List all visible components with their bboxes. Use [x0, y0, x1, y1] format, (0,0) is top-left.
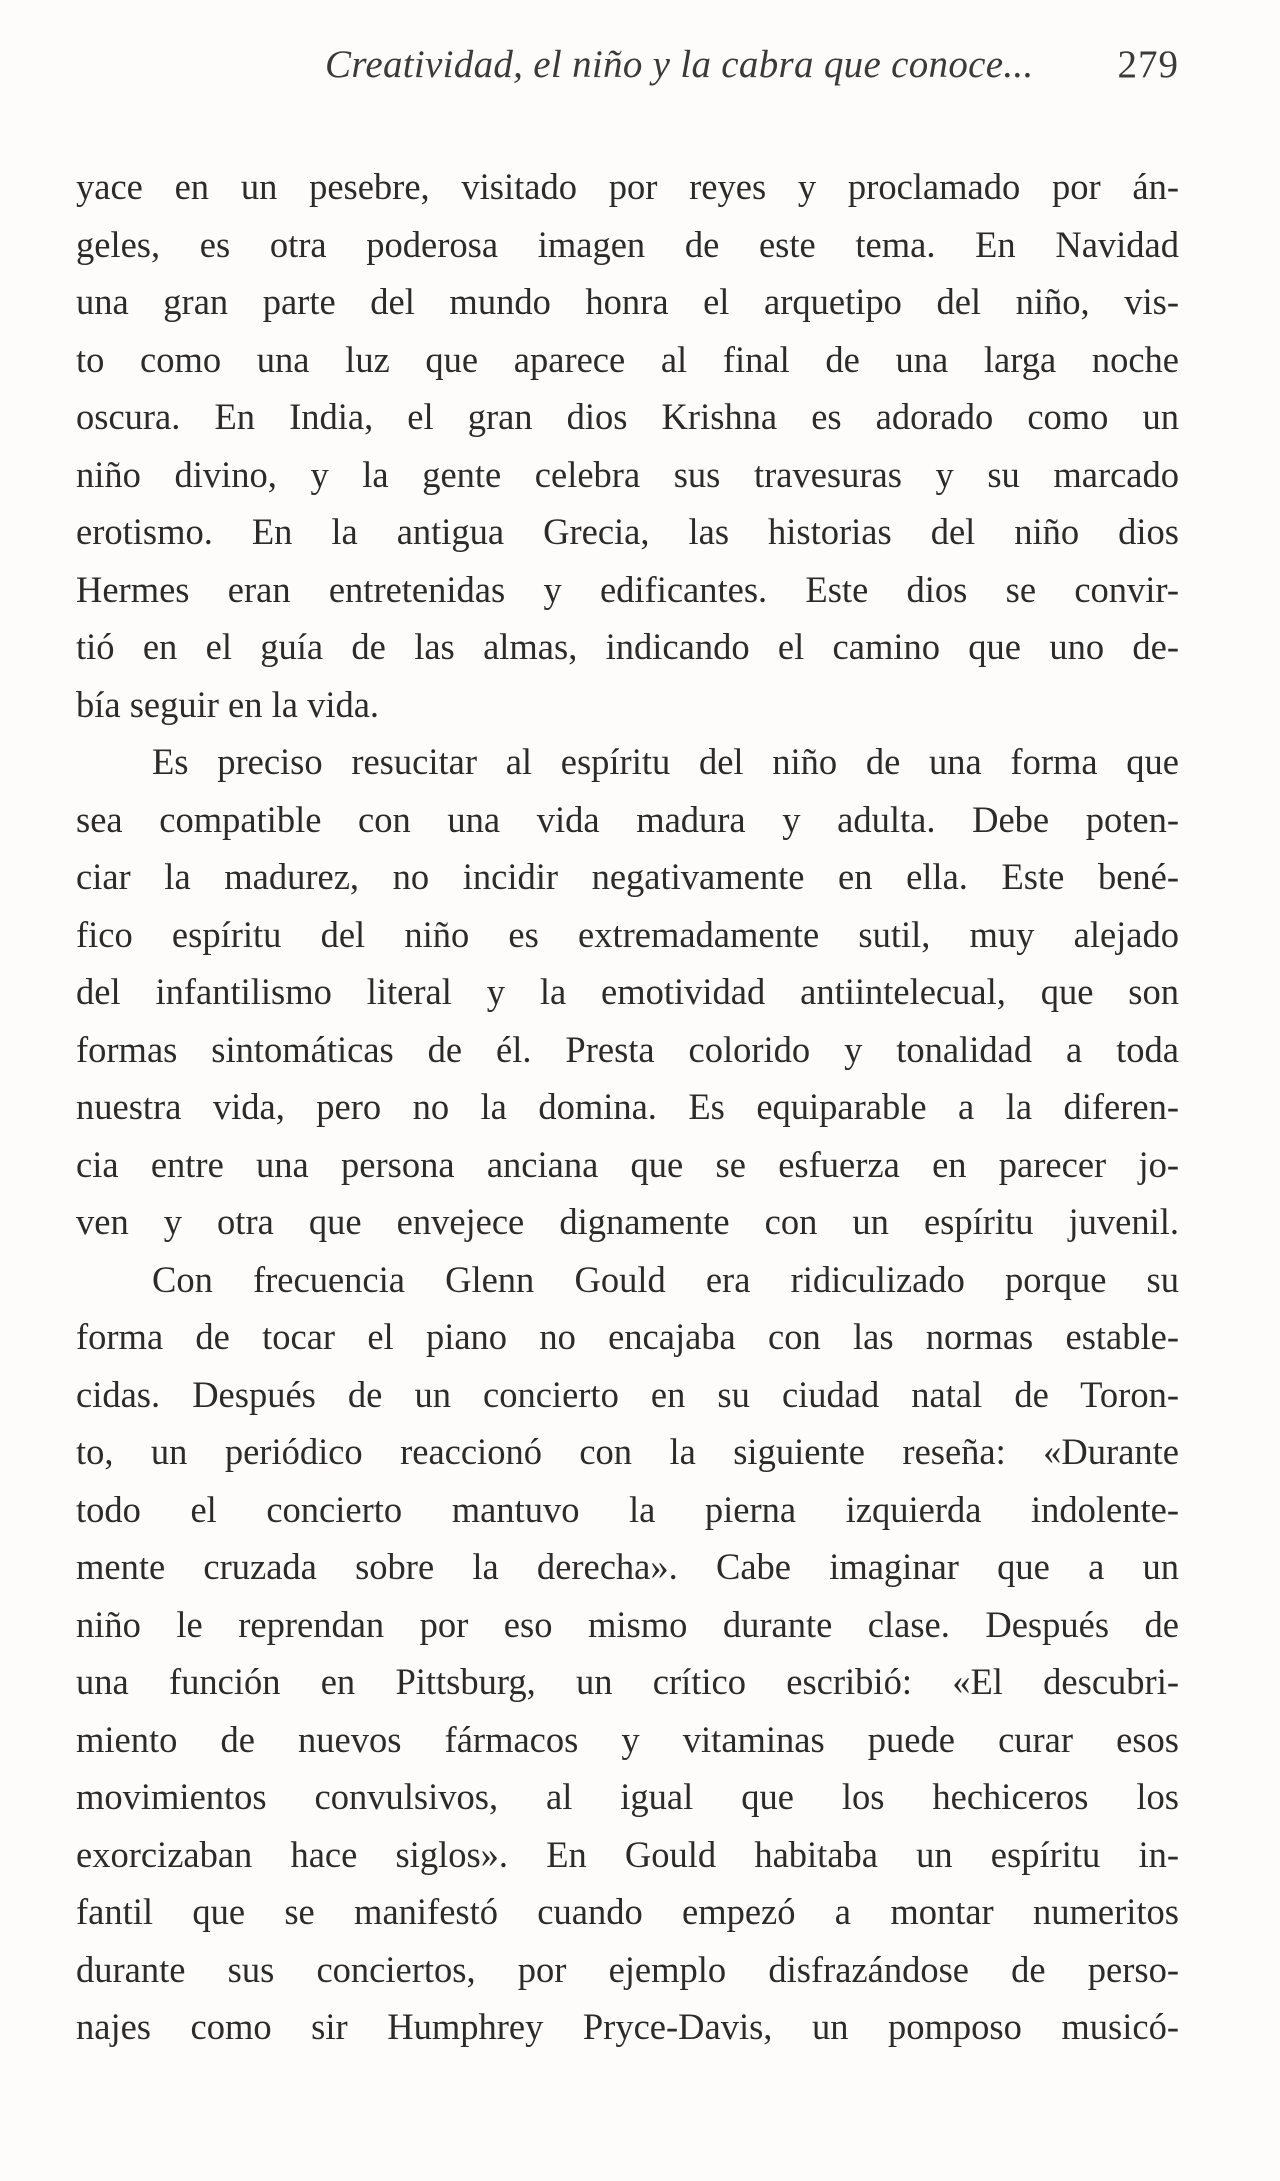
text-line: bía seguir en la vida.: [76, 683, 380, 725]
text-line: cidas. Después de un concierto en su ciudad natal de Toron-: [76, 1373, 1179, 1415]
text-line: del infantilismo literal y la emotividad antiintelecual, que son: [76, 971, 1179, 1012]
text-line: geles, es otra poderosa imagen de este tema. En Navidad: [76, 223, 1179, 265]
body-text: [76, 158, 1179, 2056]
text-line: ven y otra que envejece dignamente con un espíritu juvenil.: [76, 1201, 1179, 1242]
text-line: una función en Pittsburg, un crítico escribió: «El descubri-: [76, 1661, 1179, 1702]
text-line: najes como sir Humphrey Pryce-Davis, un pomposo musicó-: [76, 2006, 1179, 2047]
text-line: Es preciso resucitar al espíritu del niño de una forma que: [152, 741, 1179, 782]
text-line: durante sus conciertos, por ejemplo disfrazándose de perso-: [76, 1948, 1179, 1990]
text-line: fantil que se manifestó cuando empezó a montar numeritos: [76, 1891, 1179, 1932]
text-line: movimientos convulsivos, al igual que los hechiceros los: [76, 1776, 1179, 1817]
paragraph: [76, 158, 1179, 733]
text-line: tió en el guía de las almas, indicando el camino que uno de-: [76, 626, 1179, 667]
text-line: Con frecuencia Glenn Gould era ridiculizado porque su: [152, 1258, 1179, 1300]
text-line: todo el concierto mantuvo la pierna izquierda indolente-: [76, 1488, 1179, 1530]
running-head: [76, 42, 1179, 102]
text-line: Hermes eran entretenidas y edificantes. Este dios se convir-: [76, 568, 1179, 610]
text-line: miento de nuevos fármacos y vitaminas puede curar esos: [76, 1718, 1179, 1760]
text-line: yace en un pesebre, visitado por reyes y proclamado por án-: [76, 166, 1179, 207]
text-line: forma de tocar el piano no encajaba con las normas estable-: [76, 1316, 1179, 1357]
text-line: una gran parte del mundo honra el arquetipo del niño, vis-: [76, 281, 1179, 322]
text-line: to como una luz que aparece al final de una larga noche: [76, 338, 1179, 380]
text-line: niño le reprendan por eso mismo durante clase. Después de: [76, 1603, 1179, 1645]
text-line: oscura. En India, el gran dios Krishna es adorado como un: [76, 396, 1179, 437]
text-line: formas sintomáticas de él. Presta colorido y tonalidad a toda: [76, 1028, 1179, 1070]
text-line: nuestra vida, pero no la domina. Es equiparable a la diferen-: [76, 1086, 1179, 1127]
text-line: erotismo. En la antigua Grecia, las historias del niño dios: [76, 511, 1179, 552]
text-line: exorcizaban hace siglos». En Gould habitaba un espíritu in-: [76, 1833, 1179, 1875]
text-line: cia entre una persona anciana que se esfuerza en parecer jo-: [76, 1143, 1179, 1185]
paragraph: [76, 1251, 1179, 2056]
paragraph: [76, 733, 1179, 1251]
text-line: ciar la madurez, no incidir negativamente en ella. Este bené-: [76, 856, 1179, 897]
text-line: fico espíritu del niño es extremadamente sutil, muy alejado: [76, 913, 1179, 955]
page-number: 279: [1117, 43, 1179, 86]
text-line: sea compatible con una vida madura y adulta. Debe poten-: [76, 798, 1179, 840]
text-line: mente cruzada sobre la derecha». Cabe imaginar que a un: [76, 1546, 1179, 1587]
text-line: to, un periódico reaccionó con la siguiente reseña: «Durante: [76, 1431, 1179, 1472]
text-line: niño divino, y la gente celebra sus travesuras y su marcado: [76, 453, 1179, 495]
running-title: Creatividad, el niño y la cabra que conoce...: [325, 43, 1034, 86]
